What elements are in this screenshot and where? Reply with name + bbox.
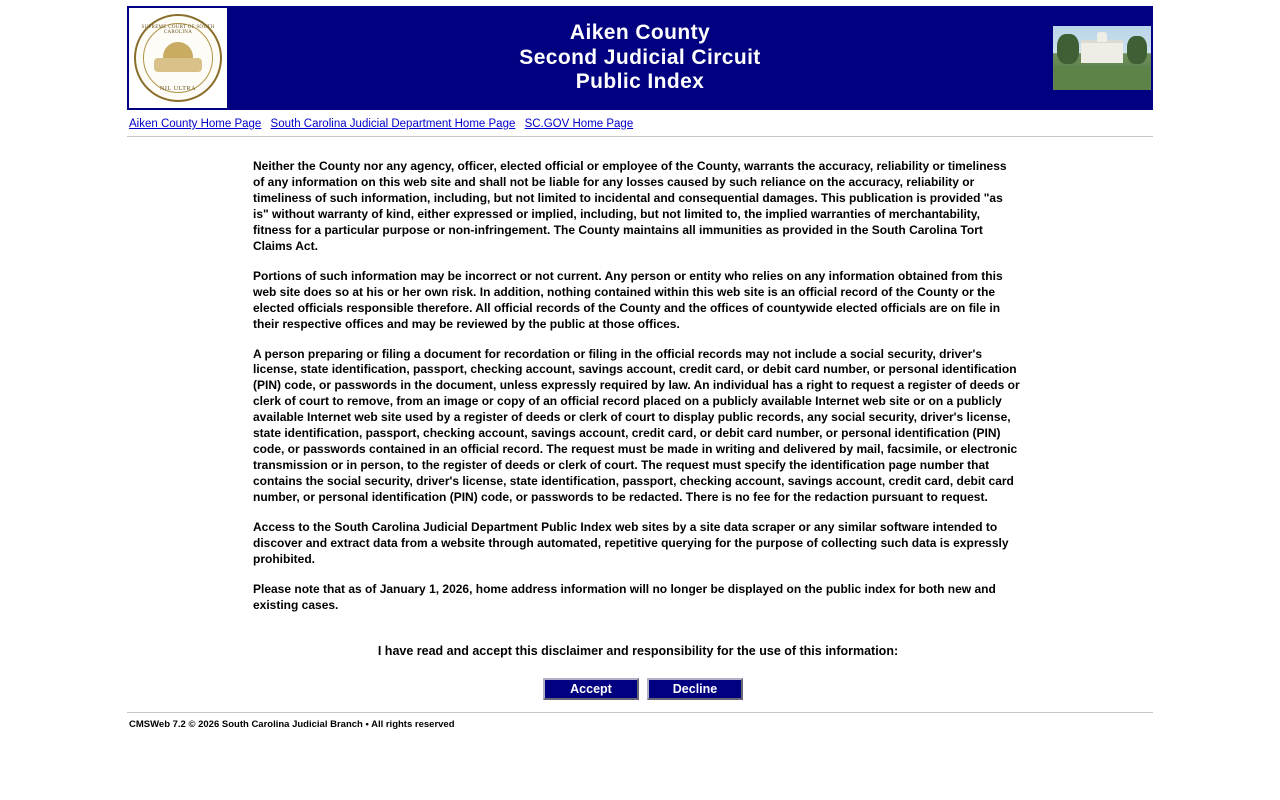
seal-bottom-text: NIL ULTRA <box>159 86 197 92</box>
courthouse-photo-container <box>1052 7 1152 109</box>
disclaimer-paragraph-4: Access to the South Carolina Judicial Department Public Index web sites by a site data scraper or any similar software intended to discover and extract data from a website through automated, repetitive querying for the purpose of collecting such data is expressly prohibited. <box>253 520 1009 566</box>
page-container <box>127 0 1153 730</box>
footer-copyright: CMSWeb 7.2 © 2026 South Carolina Judicial Branch • All rights reserved <box>127 712 1153 730</box>
disclaimer-content <box>127 137 1153 700</box>
nav-link-scgov-home[interactable]: SC.GOV Home Page <box>524 118 634 130</box>
photo-tree-left <box>1057 34 1079 64</box>
disclaimer-paragraph-1: Neither the County nor any agency, officer, elected official or employee of the County, warrants the accuracy, reliability or timeliness of any information on this web site and shall not be liable for any losses caused by such reliance on the accuracy, reliability or timeliness of such information, including, but not limited to incidental and consequential damages. This publication is provided "as is" without warranty of kind, either expressed or implied, including, but not limited to, the implied warranties of merchantability, fitness for a particular purpose or non-infringement. The County maintains all immunities as provided in the South Carolina Tort Claims Act. <box>253 159 1007 253</box>
page-title <box>228 7 1052 109</box>
photo-tree-right <box>1127 36 1147 64</box>
title-line-public-index: Public Index <box>575 70 705 94</box>
nav-links-bar <box>127 110 1153 137</box>
courthouse-photo <box>1053 26 1151 90</box>
disclaimer-paragraph-2: Portions of such information may be incorrect or not current. Any person or entity who relies on any information obtained from this web site does so at his or her own risk. In addition, nothing contained within this web site is an official record of the County or the elected officials responsible therefore. All official records of the County and the offices of countywide elected officials are on file in their respective offices and may be reviewed by the public at those offices. <box>253 268 1003 331</box>
title-line-county: Aiken County <box>569 20 711 44</box>
acceptance-prompt: I have read and accept this disclaimer and responsibility for the use of this information: <box>377 643 899 658</box>
decline-button[interactable]: Decline <box>647 678 743 700</box>
disclaimer-actions <box>253 678 1143 700</box>
seal-figure-icon <box>163 42 193 72</box>
photo-building <box>1081 40 1123 63</box>
disclaimer-paragraph-3: A person preparing or filing a document for recordation or filing in the official records may not include a social security, driver's license, state identification, passport, checking account, savings account, credit card, or debit card number, or personal identification (PIN) code, or passwords in the document, unless expressly required by law. An individual has a right to request a register of deeds or clerk of court to remove, from an image or copy of an official record placed on a publicly available Internet web site or on a publicly available Internet web site used by a register of deeds or clerk of court to display public records, any social security, driver's license, state identification, passport, checking account, savings account, credit card, or debit card number, or personal identification (PIN) code, or passwords contained in an official record. The request must be made in writing and delivered by mail, facsimile, or electronic transmission or in person, to the register of deeds or clerk of court. The request must specify the identification page number that contains the social security, driver's license, state identification, passport, checking account, savings account, credit card, debit card number, or personal identification (PIN) code, or passwords to be redacted. There is no fee for the redaction pursuant to request. <box>253 346 1020 505</box>
supreme-court-seal-icon <box>134 14 222 102</box>
seal-container <box>128 7 228 109</box>
seal-top-text: SUPREME COURT OF SOUTH CAROLINA <box>141 25 215 35</box>
title-line-circuit: Second Judicial Circuit <box>519 45 761 69</box>
accept-button[interactable]: Accept <box>543 678 639 700</box>
nav-link-aiken-county-home[interactable]: Aiken County Home Page <box>129 118 262 130</box>
disclaimer-paragraph-5: Please note that as of January 1, 2026, home address information will no longer be displayed on the public index for both new and existing cases. <box>253 581 996 612</box>
site-banner <box>127 6 1153 110</box>
photo-lawn <box>1053 66 1151 90</box>
nav-link-sc-judicial-home[interactable]: South Carolina Judicial Department Home Page <box>270 118 516 130</box>
